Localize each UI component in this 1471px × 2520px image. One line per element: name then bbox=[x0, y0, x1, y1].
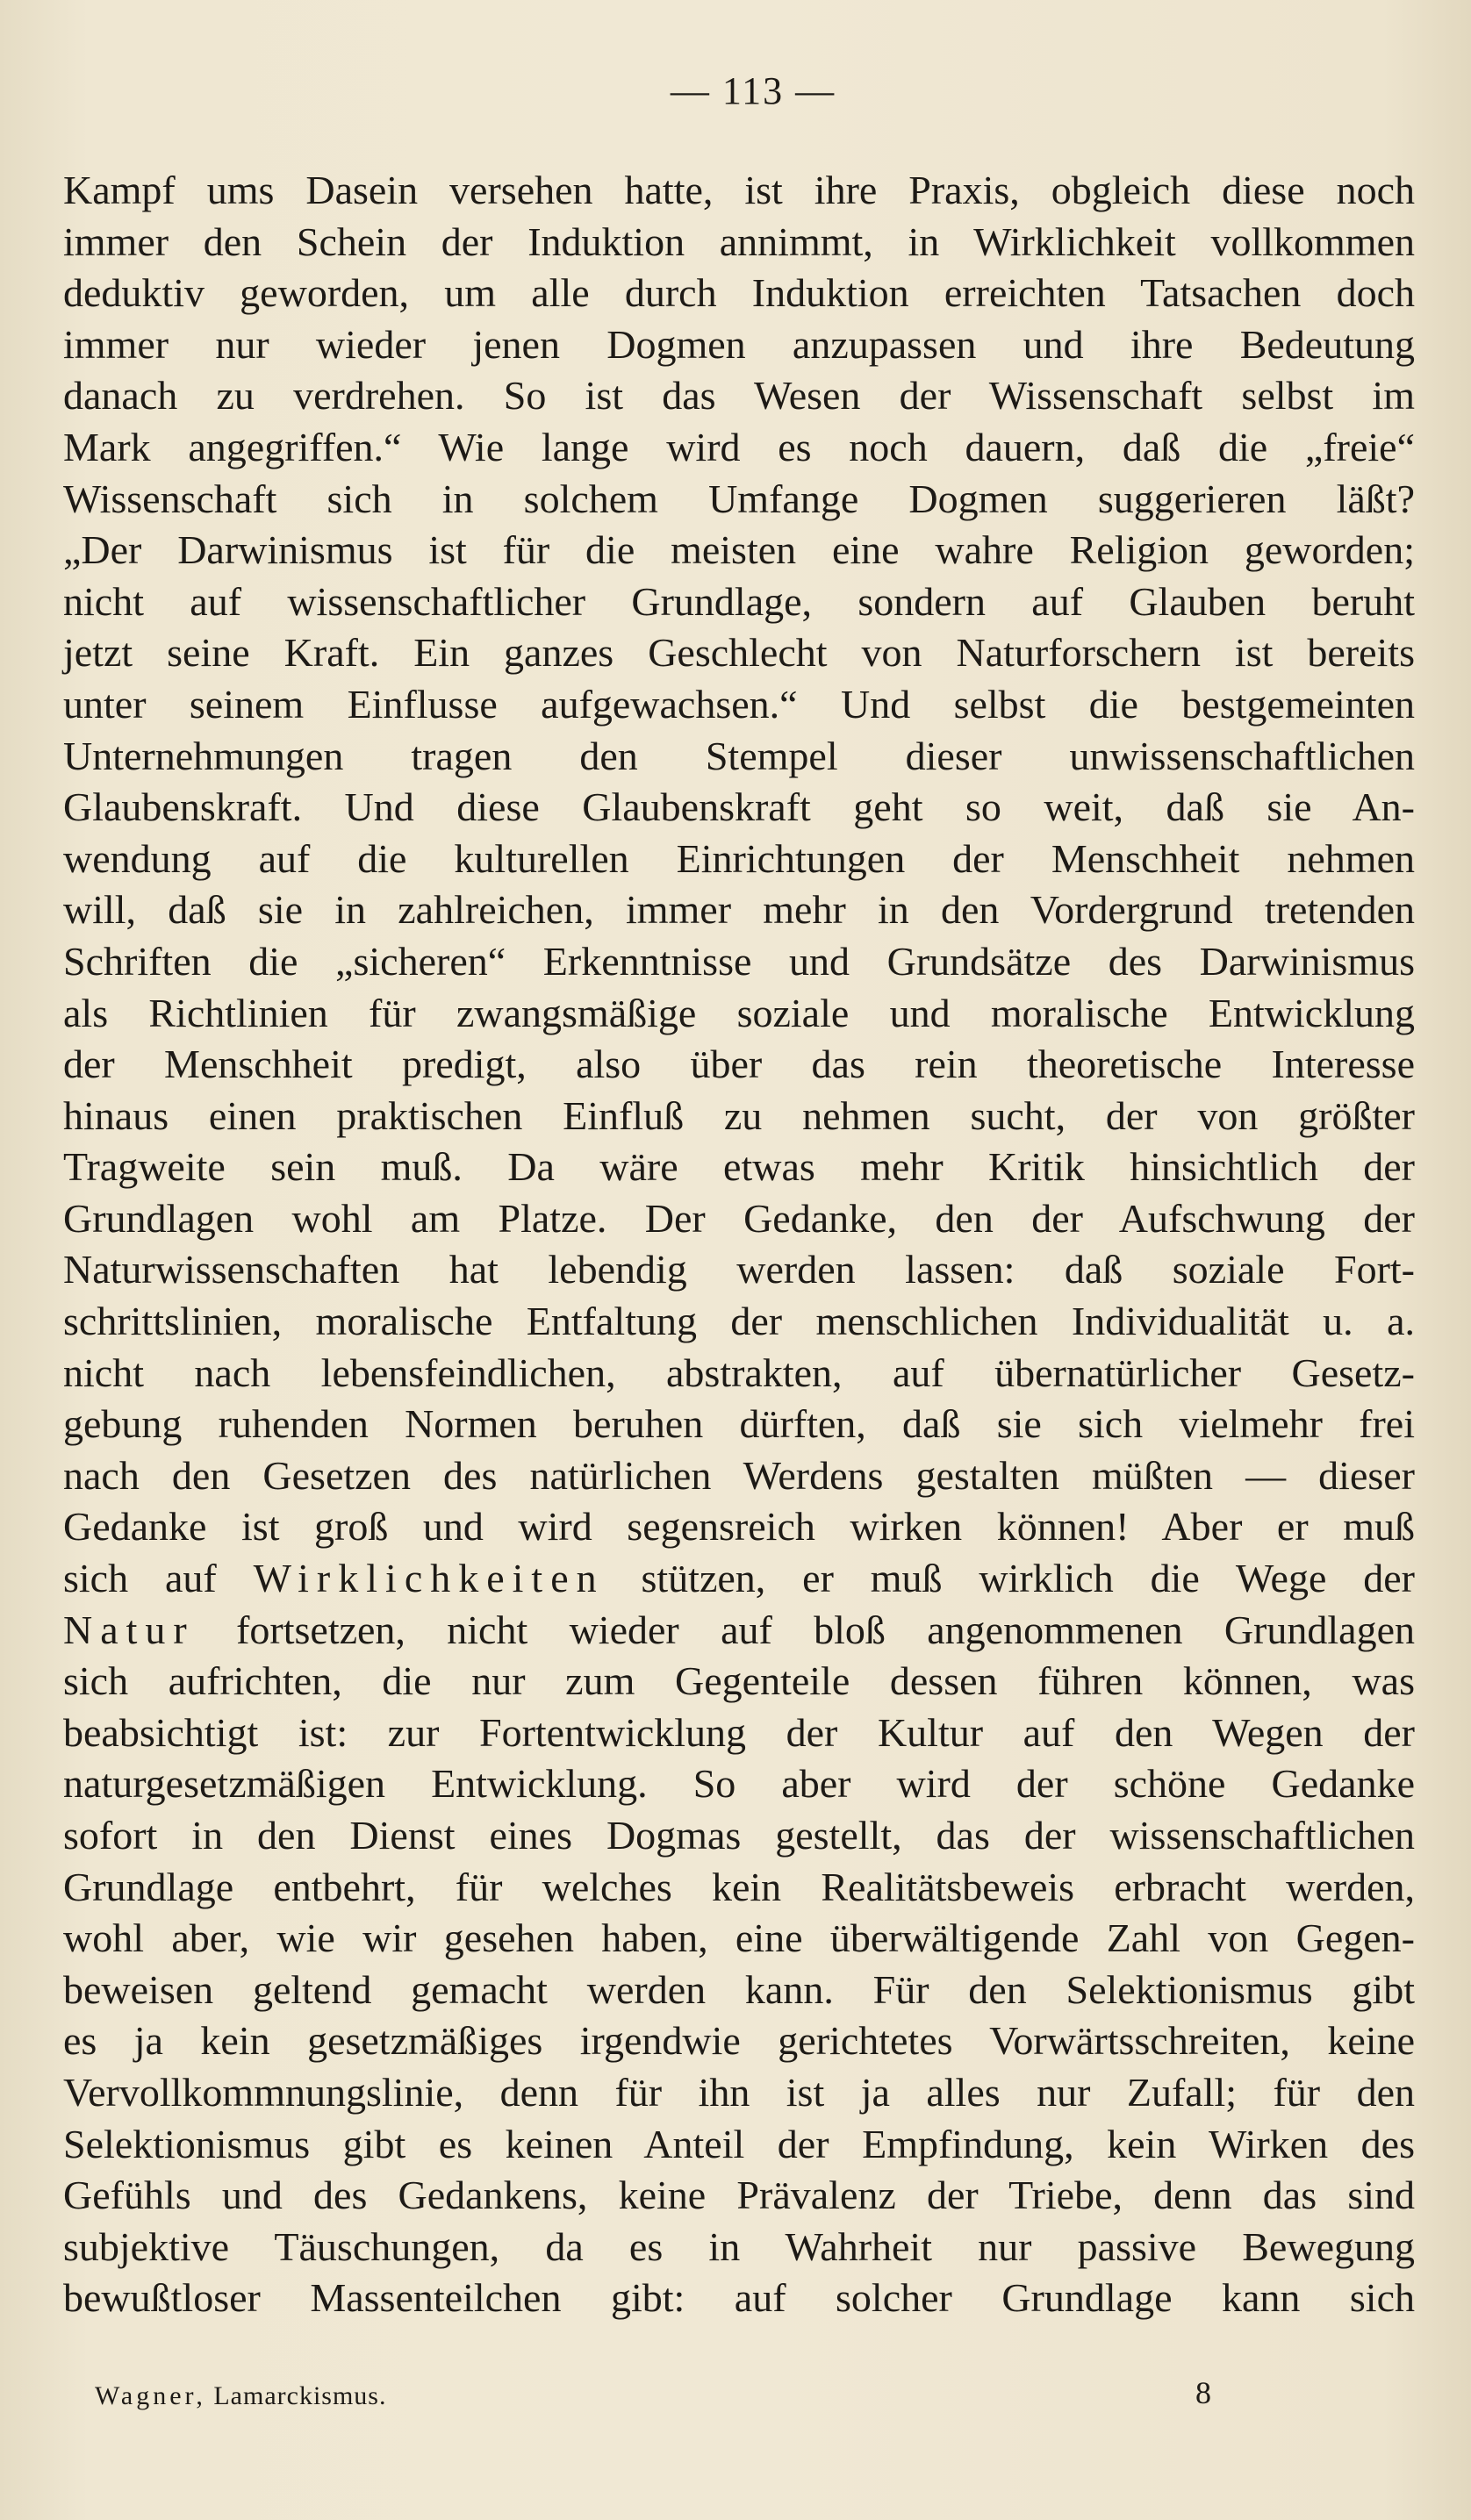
text-line: immer nur wieder jenen Dogmen anzupassen und ihre Bedeutung bbox=[63, 321, 1415, 367]
text-line: hinaus einen praktischen Einfluß zu nehmen sucht, der von größter bbox=[63, 1092, 1415, 1138]
text-line: nach den Gesetzen des natürlichen Werdens gestalten müßten — dieser bbox=[63, 1452, 1415, 1498]
body-text bbox=[63, 165, 1415, 2324]
text-line: Selektionismus gibt es keinen Anteil der Empfindung, kein Wirken des bbox=[63, 2121, 1415, 2166]
text-line: Unternehmungen tragen den Stempel dieser unwissenschaftlichen bbox=[63, 733, 1415, 778]
text-line: Schriften die „sicheren“ Erkenntnisse und Grundsätze des Darwinismus bbox=[63, 938, 1415, 984]
text-line: nicht nach lebensfeindlichen, abstrakten, auf übernatürlicher Gesetz- bbox=[63, 1349, 1415, 1395]
text-line: danach zu verdrehen. So ist das Wesen der Wissenschaft selbst im bbox=[63, 373, 1415, 419]
text-line: Grundlage entbehrt, für welches kein Realitätsbeweis erbracht werden, bbox=[63, 1864, 1415, 1909]
text-line: Gedanke ist groß und wird segensreich wirken können! Aber er muß bbox=[63, 1504, 1415, 1550]
text-line: der Menschheit predigt, also über das rein theoretische Interesse bbox=[63, 1042, 1415, 1087]
text-line: es ja kein gesetzmäßiges irgendwie gerichtetes Vorwärtsschreiten, keine bbox=[63, 2018, 1415, 2064]
text-line: Tragweite sein muß. Da wäre etwas mehr Kritik hinsichtlich der bbox=[63, 1144, 1415, 1190]
text-line: subjektive Täuschungen, da es in Wahrheit nur passive Bewegung bbox=[63, 2223, 1415, 2269]
text-segment: sich auf bbox=[63, 1556, 254, 1601]
text-segment: fortsetzen, nicht wieder auf bloß angenommenen Grundlagen bbox=[194, 1607, 1415, 1652]
text-line: immer den Schein der Induktion annimmt, in Wirklichkeit vollkommen bbox=[63, 218, 1415, 264]
text-line: will, daß sie in zahlreichen, immer mehr in den Vordergrund tretenden bbox=[63, 887, 1415, 933]
text-line: Gefühls und des Gedankens, keine Prävalenz der Triebe, denn das sind bbox=[63, 2173, 1415, 2218]
footer-author: Wagner, bbox=[95, 2381, 206, 2410]
text-line-with-emphasis bbox=[63, 1605, 1415, 1657]
text-line: schrittslinien, moralische Entfaltung der menschlichen Individualität u. a. bbox=[63, 1299, 1415, 1344]
text-line: naturgesetzmäßigen Entwicklung. So aber wird der schöne Gedanke bbox=[63, 1761, 1415, 1807]
text-line: nicht auf wissenschaftlicher Grundlage, sondern auf Glauben beruht bbox=[63, 578, 1415, 624]
emphasized-word: Natur bbox=[63, 1607, 195, 1652]
text-line: als Richtlinien für zwangsmäßige soziale und moralische Entwicklung bbox=[63, 990, 1415, 1035]
text-line-with-emphasis bbox=[63, 1553, 1415, 1605]
text-line: bewußtloser Massenteilchen gibt: auf solcher Grundlage kann sich bbox=[63, 2275, 1415, 2321]
text-line: Kampf ums Dasein versehen hatte, ist ihre Praxis, obgleich diese noch bbox=[63, 168, 1415, 212]
page-number: — 113 — bbox=[670, 69, 836, 112]
text-line: sofort in den Dienst eines Dogmas gestellt, das der wissenschaftlichen bbox=[63, 1813, 1415, 1858]
text-line: Mark angegriffen.“ Wie lange wird es noch dauern, daß die „freie“ bbox=[63, 424, 1415, 469]
text-line: beabsichtigt ist: zur Fortentwicklung der Kultur auf den Wegen der bbox=[63, 1709, 1415, 1755]
text-line: gebung ruhenden Normen beruhen dürften, daß sie sich vielmehr frei bbox=[63, 1401, 1415, 1447]
footer-signature-line bbox=[95, 2381, 386, 2411]
text-line: Grundlagen wohl am Platze. Der Gedanke, den der Aufschwung der bbox=[63, 1195, 1415, 1241]
text-line: Naturwissenschaften hat lebendig werden lassen: daß soziale Fort- bbox=[63, 1247, 1415, 1292]
signature-mark: 8 bbox=[1195, 2375, 1211, 2410]
text-line: beweisen geltend gemacht werden kann. Für den Selektionismus gibt bbox=[63, 1966, 1415, 2012]
emphasized-word: Wirklichkeiten bbox=[253, 1556, 605, 1601]
text-line: unter seinem Einflusse aufgewachsen.“ Und selbst die bestgemeinten bbox=[63, 681, 1415, 727]
text-line: Vervollkommnungslinie, denn für ihn ist ja alles nur Zufall; für den bbox=[63, 2069, 1415, 2115]
text-line: „Der Darwinismus ist für die meisten eine wahre Religion geworden; bbox=[63, 527, 1415, 573]
text-line: wohl aber, wie wir gesehen haben, eine überwältigende Zahl von Gegen- bbox=[63, 1915, 1415, 1961]
text-line: sich aufrichten, die nur zum Gegenteile dessen führen können, was bbox=[63, 1658, 1415, 1704]
text-line: Wissenschaft sich in solchem Umfange Dogmen suggerieren läßt? bbox=[63, 476, 1415, 521]
text-line: Glaubenskraft. Und diese Glaubenskraft geht so weit, daß sie An- bbox=[63, 784, 1415, 830]
text-line: wendung auf die kulturellen Einrichtungen der Menschheit nehmen bbox=[63, 835, 1415, 881]
text-line: deduktiv geworden, um alle durch Induktion erreichten Tatsachen doch bbox=[63, 270, 1415, 316]
footer-title: Lamarckismus. bbox=[213, 2381, 387, 2410]
text-segment: stützen, er muß wirklich die Wege der bbox=[604, 1556, 1415, 1601]
text-line: jetzt seine Kraft. Ein ganzes Geschlecht von Naturforschern ist bereits bbox=[63, 630, 1415, 676]
